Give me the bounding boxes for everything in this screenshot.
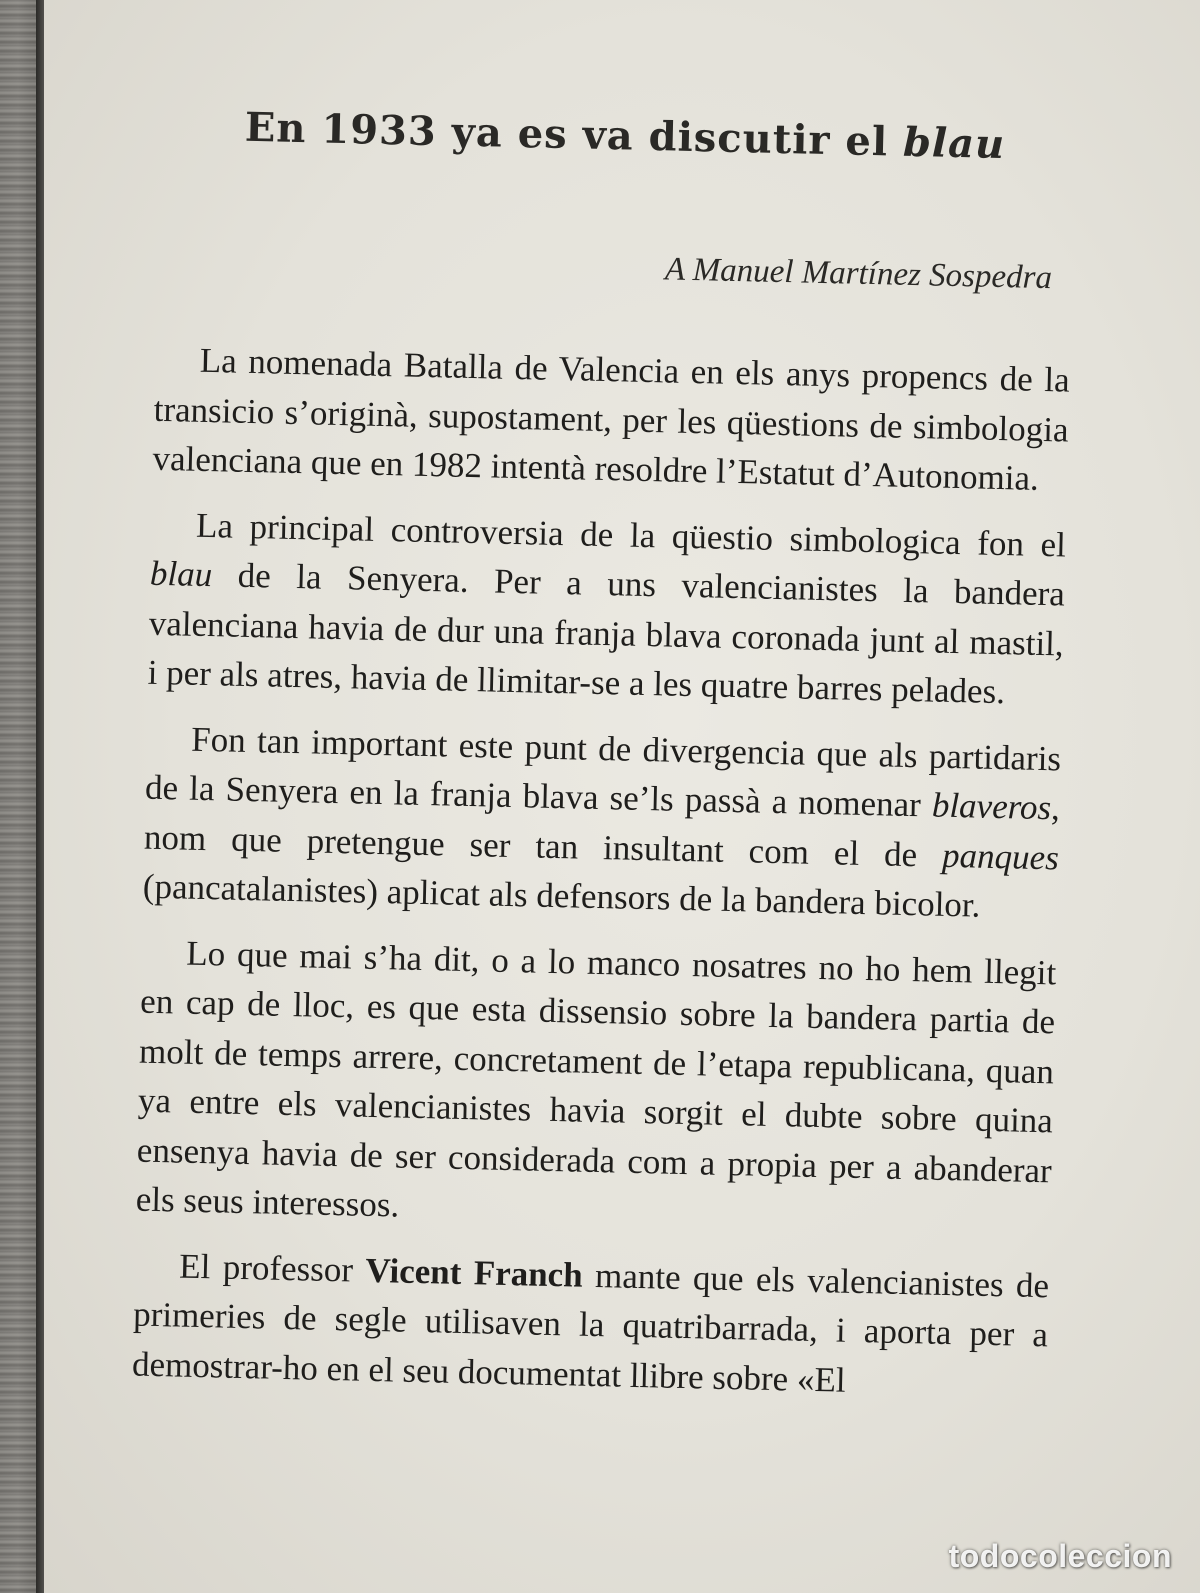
paragraph-2-b: de la Senyera. Per a uns valencianistes la bandera valenciana havia de dur una franja blava coronada junt al mastil, i per als atres, havia de llimitar-se a les quatre barres pelades. <box>147 555 1066 712</box>
paragraph-2-em: blau <box>149 553 213 595</box>
chapter-title <box>185 102 1066 169</box>
dedication: A Manuel Martínez Sospedra <box>664 251 1053 297</box>
paragraph-3-c: (pancatalanistes) aplicat als defensors de la bandera bicolor. <box>142 866 981 925</box>
paragraph-2 <box>147 499 1066 718</box>
paragraph-1: La nomenada Batalla de Valencia en els anys propencs de la transicio s’originà, supostament, per les qüestions de simbologia valenciana que en 1982 intentà resoldre l’Estatut d’Autonomia. <box>152 340 1071 498</box>
paragraph-3-b: , nom que pretengue ser tan insultant com el de <box>143 788 1061 874</box>
chapter-title-text: En 1933 ya es va discutir el <box>244 103 889 166</box>
paragraph-5 <box>132 1240 1050 1409</box>
paragraph-5-b: mante que els valencianistes de primeries de segle utilisaven la quatribarrada, i aporta per a demostrar-ho en el seu documentat llibre sobre «El <box>131 1255 1050 1400</box>
paragraph-3-em2: panques <box>941 835 1060 877</box>
paragraph-4: Lo que mai s’ha dit, o a lo manco nosatres no ho hem llegit en cap de lloc, es que esta dissensio sobre la bandera partia de molt de temps arrere, concretament de l’etapa republicana, quan ya entre els valencianistes havia sorgit el dubte sobre quina ensenya havia de ser considerada com a propia per a abanderar els seus interessos. <box>135 933 1057 1225</box>
watermark-logo: todocoleccion <box>948 1538 1172 1574</box>
body-text <box>131 335 1070 1425</box>
paragraph-5-a: El professor <box>178 1246 354 1290</box>
paragraph-5-strong: Vicent Franch <box>365 1250 584 1295</box>
paragraph-3 <box>142 713 1061 932</box>
chapter-title-italic: blau <box>902 118 1006 169</box>
paragraph-3-a: Fon tan important este punt de divergencia que als partidaris de la Senyera en la franja blava se’ls passà a nomenar <box>144 719 1062 825</box>
paragraph-3-em1: blaveros <box>931 785 1052 828</box>
paragraph-2-a: La principal controversia de la qüestio simbologica fon el <box>195 505 1067 564</box>
